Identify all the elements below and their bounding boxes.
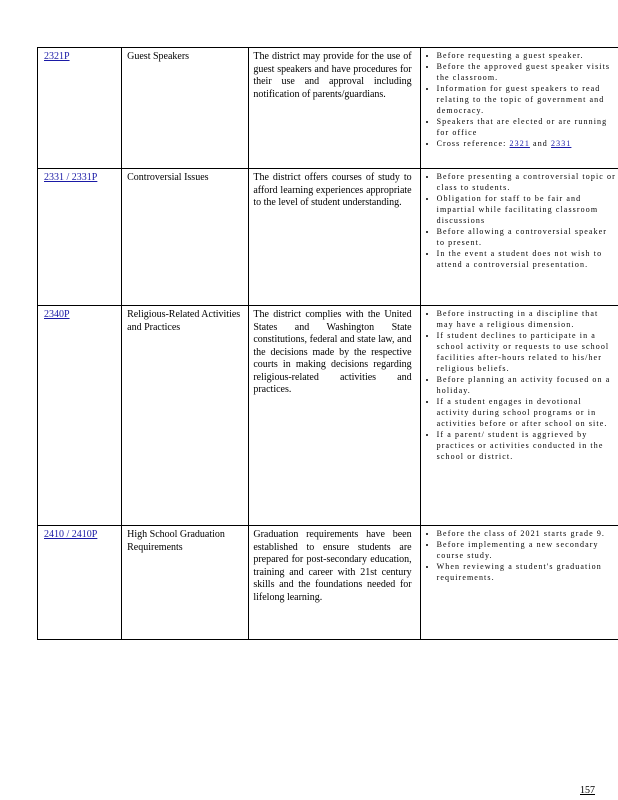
policy-description-cell [249,306,420,526]
cross-reference-link[interactable]: 2331 [551,139,572,148]
policy-code-cell [38,526,122,640]
policy-description: The district offers courses of study to afford learning experiences appropriate to the level of student understanding. [253,172,412,208]
cross-reference-item [437,138,617,149]
list-item: • Before planning an activity focused on a holiday. [437,374,617,396]
trigger-list [421,169,618,270]
trigger-list [421,306,618,462]
policy-title-cell [122,169,249,306]
table-row [38,169,618,306]
policy-code-cell [38,169,122,306]
policy-triggers-cell [420,526,618,640]
policy-title: Religious-Related Activities and Practices [127,309,241,333]
list-item: • If student declines to participate in a school activity or requests to use school facilities after-hours related to his/her religious beliefs. [437,330,617,374]
page-number: 157 [580,785,595,796]
list-item: • Information for guest speakers to read relating to the topic of government and democracy. [437,83,617,116]
policy-description: Graduation requirements have been established to ensure students are prepared for post-secondary education, training and career with 21st century skills and the foundations needed for lifelong learning. [253,529,412,603]
policy-title: Controversial Issues [127,172,209,183]
list-item: • Before presenting a controversial topic or class to students. [437,171,617,193]
table-row [38,526,618,640]
policy-title-cell [122,306,249,526]
policy-title: Guest Speakers [127,51,190,62]
policy-triggers-cell [420,306,618,526]
policy-code-link[interactable]: 2340P [44,309,70,320]
trigger-list [421,526,618,583]
list-item: • In the event a student does not wish to attend a controversial presentation. [437,248,617,270]
list-item: • If a parent/ student is aggrieved by practices or activities conducted in the school or district. [437,429,617,462]
list-item: • Before instructing in a discipline that may have a religious dimension. [437,308,617,330]
policy-description-cell [249,526,420,640]
list-item: • Before allowing a controversial speaker to present. [437,226,617,248]
table-row [38,306,618,526]
list-item: • Speakers that are elected or are running for office [437,116,617,138]
policy-code-link[interactable]: 2331 / 2331P [44,172,98,183]
policy-title-cell [122,526,249,640]
policy-code-link[interactable]: 2321P [44,51,70,62]
cross-reference-link[interactable]: 2321 [509,139,530,148]
list-item: • If a student engages in devotional activity during school programs or in activities before or after school on site. [437,396,617,429]
table-row [38,48,618,169]
policy-description-cell [249,169,420,306]
list-item: • Before the class of 2021 starts grade 9. [437,528,617,539]
list-item: • Before requesting a guest speaker. [437,50,617,61]
policy-table [37,47,618,640]
policy-title: High School Graduation Requirements [127,529,225,553]
list-item: • Before implementing a new secondary course study. [437,539,617,561]
trigger-list [421,48,618,149]
policy-description: The district complies with the United States and Washington State constitutions, federal and state law, and the decisions made by the respective courts in making decisions regarding religious-related activities and practices. [253,309,412,395]
list-item: • Obligation for staff to be fair and impartial while facilitating classroom discussions [437,193,617,226]
list-item: • Before the approved guest speaker visits the classroom. [437,61,617,83]
list-item: • When reviewing a student's graduation requirements. [437,561,617,583]
policy-title-cell [122,48,249,169]
policy-triggers-cell [420,169,618,306]
policy-description: The district may provide for the use of guest speakers and have procedures for their use and approval including notification of parents/guardians. [253,51,412,100]
policy-code-link[interactable]: 2410 / 2410P [44,529,98,540]
policy-code-cell [38,306,122,526]
policy-triggers-cell [420,48,618,169]
cross-reference-and: and [533,139,548,148]
cross-reference-label: Cross reference: [436,139,507,148]
policy-code-cell [38,48,122,169]
policy-description-cell [249,48,420,169]
